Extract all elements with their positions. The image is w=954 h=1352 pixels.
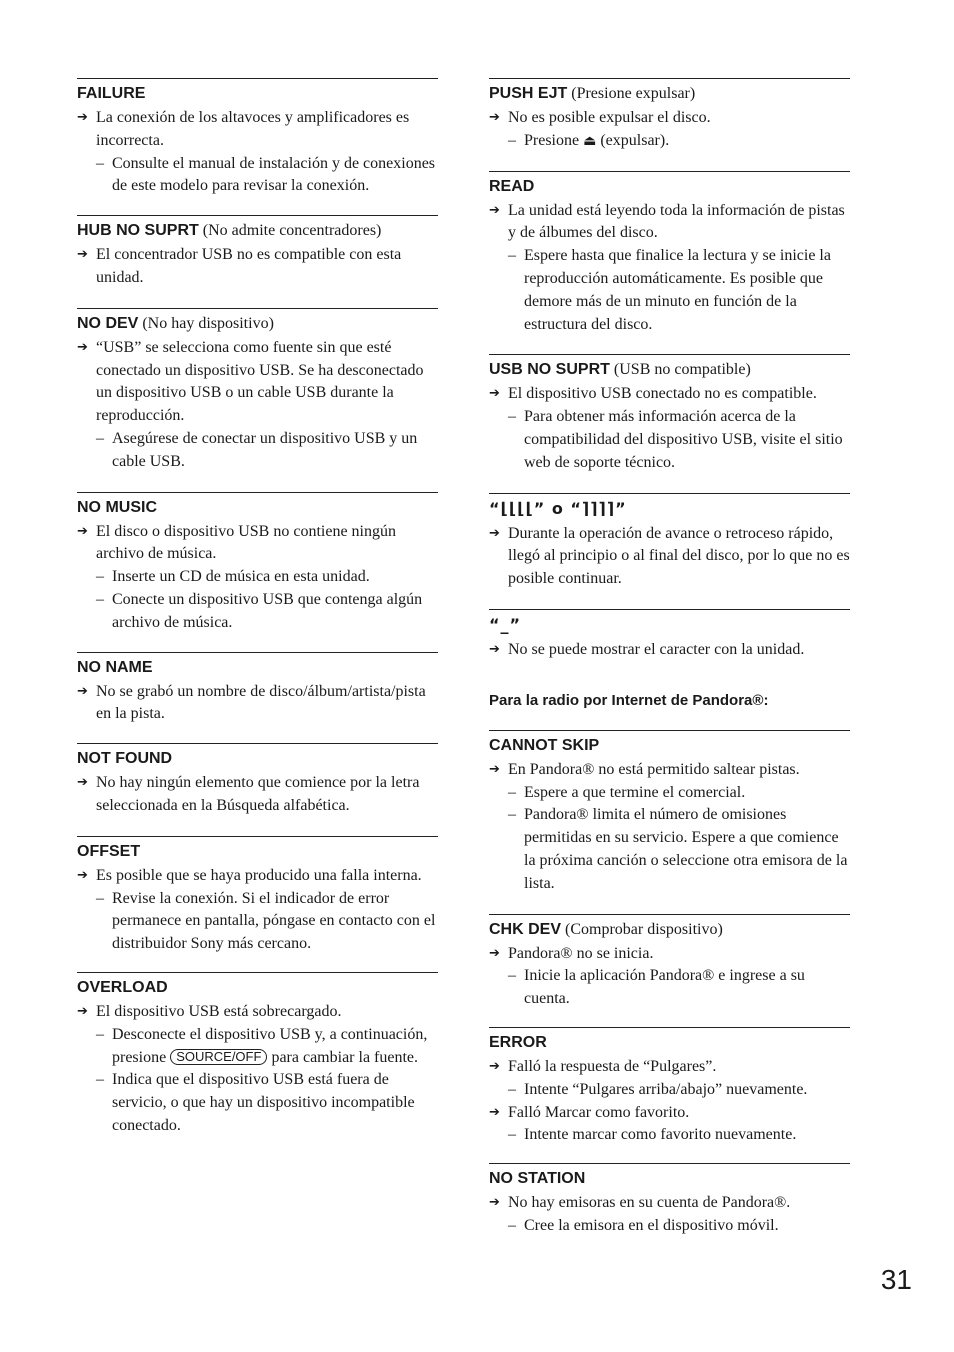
cause-line: [489, 523, 850, 591]
cause-line: [489, 639, 850, 662]
pandora-section-title: Para la radio por Internet de Pandora®:: [489, 691, 769, 709]
error-code: FAILURE: [77, 85, 146, 102]
remedy-line: [489, 245, 850, 336]
error-code: USB NO SUPRT: [489, 361, 610, 379]
arrow-icon: ➔: [489, 525, 500, 541]
dash-marker: –: [96, 429, 104, 447]
arrow-icon: ➔: [489, 110, 500, 125]
remedy-line: [489, 406, 850, 474]
dash-marker: –: [96, 1071, 104, 1089]
error-code: ERROR: [489, 1033, 547, 1051]
dash-marker: –: [96, 590, 104, 608]
cause-line: [489, 1056, 850, 1079]
entry-error: [489, 1027, 850, 1147]
cause-line: [77, 521, 438, 567]
cause-line: [77, 107, 438, 153]
cause-line: [77, 681, 438, 727]
dash-marker: –: [508, 408, 516, 426]
dash-marker: –: [96, 889, 104, 907]
entry-heading: [489, 359, 850, 381]
dash-marker: –: [508, 247, 516, 265]
arrow-icon: ➔: [489, 1104, 500, 1120]
remedy-text: Presione: [524, 131, 580, 149]
cause-line: [489, 943, 850, 966]
arrow-icon: ➔: [77, 247, 88, 263]
remedy-line: [77, 888, 438, 956]
entry-heading: [77, 313, 438, 335]
cause-text: No hay ningún elemento que comience por la letra seleccionada en la Búsqueda alfabética.: [96, 774, 420, 814]
cause-text: Durante la operación de avance o retroceso rápido, llegó al principio o al final del disco, por lo que no es posible continuar.: [508, 524, 850, 588]
entry-heading: [77, 497, 438, 519]
remedy-line: [489, 130, 850, 153]
dash-marker: –: [508, 1216, 516, 1234]
remedy-line: [489, 804, 850, 895]
entry-heading: [77, 977, 438, 999]
arrow-icon: ➔: [77, 523, 88, 539]
error-translation: (USB no compatible): [613, 361, 751, 379]
entry-heading: [489, 735, 850, 757]
cause-line: [77, 1001, 438, 1024]
cause-text: La conexión de los altavoces y amplificadores es incorrecta.: [96, 109, 410, 149]
remedy-text: Pandora® limita el número de omisiones permitidas en su servicio. Espere a que comience la próxima canción o seleccione otra emisora de la lista.: [524, 806, 848, 892]
left-column: [77, 78, 438, 1138]
cause-line: [489, 759, 850, 782]
cause-text: El concentrador USB no es compatible con esta unidad.: [96, 246, 402, 286]
error-code: “_”: [489, 614, 522, 634]
entry-symbol: [489, 609, 850, 662]
error-code: PUSH EJT: [489, 85, 568, 102]
cause-text: En Pandora® no está permitido saltear pistas.: [508, 760, 800, 778]
remedy-text: Espere hasta que finalice la lectura y se inicie la reproducción automáticamente. Es posible que demore más de un minuto en función de la estructura del disco.: [524, 247, 831, 333]
entry-no-name: [77, 652, 438, 727]
entry-not-found: [77, 743, 438, 818]
entry-chk-dev: [489, 914, 850, 1011]
entry-heading: [77, 748, 438, 770]
remedy-text: Conecte un dispositivo USB que contenga algún archivo de música.: [112, 590, 423, 631]
remedy-line: [77, 566, 438, 589]
remedy-text: Intente marcar como favorito nuevamente.: [524, 1126, 797, 1144]
entry-o: [489, 493, 850, 591]
cause-text: El dispositivo USB conectado no es compatible.: [508, 385, 817, 403]
cause-text: El disco o dispositivo USB no contiene ningún archivo de música.: [96, 522, 396, 563]
remedy-line: [77, 428, 438, 474]
error-code: NO NAME: [77, 658, 153, 676]
error-code: NOT FOUND: [77, 750, 173, 768]
error-translation: (No hay dispositivo): [142, 314, 274, 332]
pandora-error-list: [489, 730, 850, 1238]
entry-no-station: [489, 1163, 850, 1238]
cause-text: No se grabó un nombre de disco/álbum/artista/pista en la pista.: [96, 682, 426, 723]
remedy-line: [489, 965, 850, 1011]
cause-line: [77, 244, 438, 290]
cause-line: [77, 865, 438, 888]
arrow-icon: ➔: [77, 775, 88, 791]
arrow-icon: ➔: [489, 1195, 500, 1211]
arrow-icon: ➔: [77, 683, 88, 699]
entry-overload: [77, 972, 438, 1138]
entry-heading: [489, 1032, 850, 1054]
error-code: READ: [489, 177, 535, 195]
dash-marker: –: [96, 1025, 104, 1043]
dash-marker: –: [508, 783, 516, 801]
cause-text: No es posible expulsar el disco.: [508, 109, 711, 126]
error-code: NO DEV: [77, 314, 139, 332]
dash-marker: –: [508, 131, 516, 149]
remedy-line: [77, 153, 438, 199]
remedy-line: [489, 1079, 850, 1102]
arrow-icon: ➔: [489, 202, 500, 218]
cause-line: [77, 772, 438, 818]
arrow-icon: ➔: [489, 386, 500, 402]
entry-heading: [489, 1168, 850, 1190]
cause-text: “USB” se selecciona como fuente sin que esté conectado un dispositivo USB. Se ha desconectado un dispositivo USB o un cable USB durante la reproducción.: [96, 338, 424, 425]
cause-text: Falló Marcar como favorito.: [508, 1103, 690, 1121]
cause-line: [489, 383, 850, 406]
remedy-line: [489, 1124, 850, 1147]
remedy-text: Cree la emisora en el dispositivo móvil.: [524, 1216, 779, 1234]
error-translation: (No admite concentradores): [202, 222, 382, 240]
entry-heading: [77, 220, 438, 242]
cause-line: [489, 1102, 850, 1125]
cause-line: [489, 107, 850, 130]
remedy-text: Asegúrese de conectar un dispositivo USB y un cable USB.: [112, 429, 418, 470]
entry-heading: [489, 176, 850, 198]
error-code: HUB NO SUPRT: [77, 222, 199, 240]
cause-text: La unidad está leyendo toda la información de pistas y de álbumes del disco.: [508, 201, 845, 242]
entry-failure: [77, 78, 438, 198]
entry-cannot-skip: [489, 730, 850, 896]
entry-push-ejt: [489, 78, 850, 153]
cause-line: [489, 1192, 850, 1215]
remedy-text: Espere a que termine el comercial.: [524, 783, 746, 801]
arrow-icon: ➔: [77, 110, 88, 125]
dash-marker: –: [508, 806, 516, 824]
cause-line: [489, 200, 850, 246]
entry-heading: [489, 83, 850, 105]
entry-heading: [489, 919, 850, 941]
remedy-line: [77, 1069, 438, 1137]
entry-heading: [77, 83, 438, 105]
cause-text: Es posible que se haya producido una falla interna.: [96, 866, 422, 884]
dash-marker: –: [96, 568, 104, 586]
entry-heading: [489, 614, 850, 637]
error-code: “⌊⌊⌊⌊” o “⌉⌉⌉⌉”: [489, 498, 627, 518]
remedy-line: [489, 782, 850, 805]
eject-icon: ⏏: [583, 132, 597, 149]
error-translation: (Presione expulsar): [571, 85, 696, 102]
entry-heading: [77, 657, 438, 679]
error-code: OVERLOAD: [77, 978, 168, 996]
cause-text: Pandora® no se inicia.: [508, 944, 654, 962]
error-list-right: [489, 78, 850, 662]
remedy-text: Inicie la aplicación Pandora® e ingrese a su cuenta.: [524, 967, 805, 1008]
arrow-icon: ➔: [489, 1058, 500, 1074]
error-code: OFFSET: [77, 842, 141, 860]
entry-offset: [77, 836, 438, 956]
error-code: CANNOT SKIP: [489, 736, 600, 754]
cause-text: No hay emisoras en su cuenta de Pandora®.: [508, 1194, 791, 1212]
entry-heading: [77, 841, 438, 863]
remedy-text-continued: (expulsar).: [600, 131, 670, 149]
entry-no-music: [77, 492, 438, 635]
right-column: [489, 78, 850, 1238]
entry-usb-no-suprt: [489, 354, 850, 474]
remedy-line: [77, 589, 438, 635]
remedy-text: Intente “Pulgares arriba/abajo” nuevamente.: [524, 1080, 808, 1098]
error-code: NO MUSIC: [77, 498, 157, 516]
arrow-icon: ➔: [489, 945, 500, 961]
remedy-text: Desconecte el dispositivo USB y, a continuación, presione: [112, 1025, 428, 1066]
entry-no-dev: [77, 308, 438, 474]
remedy-text: Inserte un CD de música en esta unidad.: [112, 568, 370, 586]
entry-heading: [489, 498, 850, 521]
remedy-text: Para obtener más información acerca de la compatibilidad del dispositivo USB, visite el sitio web de soporte técnico.: [524, 408, 843, 471]
cause-text: El dispositivo USB está sobrecargado.: [96, 1002, 342, 1020]
error-translation: (Comprobar dispositivo): [565, 920, 723, 938]
arrow-icon: ➔: [489, 641, 500, 657]
dash-marker: –: [508, 967, 516, 985]
dash-marker: –: [96, 154, 104, 172]
cause-text: No se puede mostrar el caracter con la unidad.: [508, 640, 805, 658]
entry-hub-no-suprt: [77, 215, 438, 290]
dash-marker: –: [508, 1080, 516, 1098]
remedy-line: [77, 1024, 438, 1070]
arrow-icon: ➔: [77, 1003, 88, 1019]
remedy-text: Revise la conexión. Si el indicador de error permanece en pantalla, póngase en contacto con el distribuidor Sony más cercano.: [112, 889, 436, 953]
arrow-icon: ➔: [489, 761, 500, 777]
entry-read: [489, 171, 850, 337]
remedy-line: [489, 1215, 850, 1238]
arrow-icon: ➔: [77, 867, 88, 883]
source-off-button-label: SOURCE/OFF: [170, 1049, 267, 1065]
error-code: CHK DEV: [489, 920, 562, 938]
page-number: 31: [880, 1264, 912, 1295]
cause-line: [77, 337, 438, 428]
arrow-icon: ➔: [77, 339, 88, 355]
error-code: NO STATION: [489, 1170, 586, 1188]
dash-marker: –: [508, 1126, 516, 1144]
remedy-text: Indica que el dispositivo USB está fuera de servicio, o que hay un dispositivo incompatible conectado.: [112, 1071, 415, 1134]
remedy-text-continued: para cambiar la fuente.: [271, 1048, 419, 1066]
cause-text: Falló la respuesta de “Pulgares”.: [508, 1057, 717, 1075]
remedy-text: Consulte el manual de instalación y de conexiones de este modelo para revisar la conexión.: [112, 154, 436, 195]
